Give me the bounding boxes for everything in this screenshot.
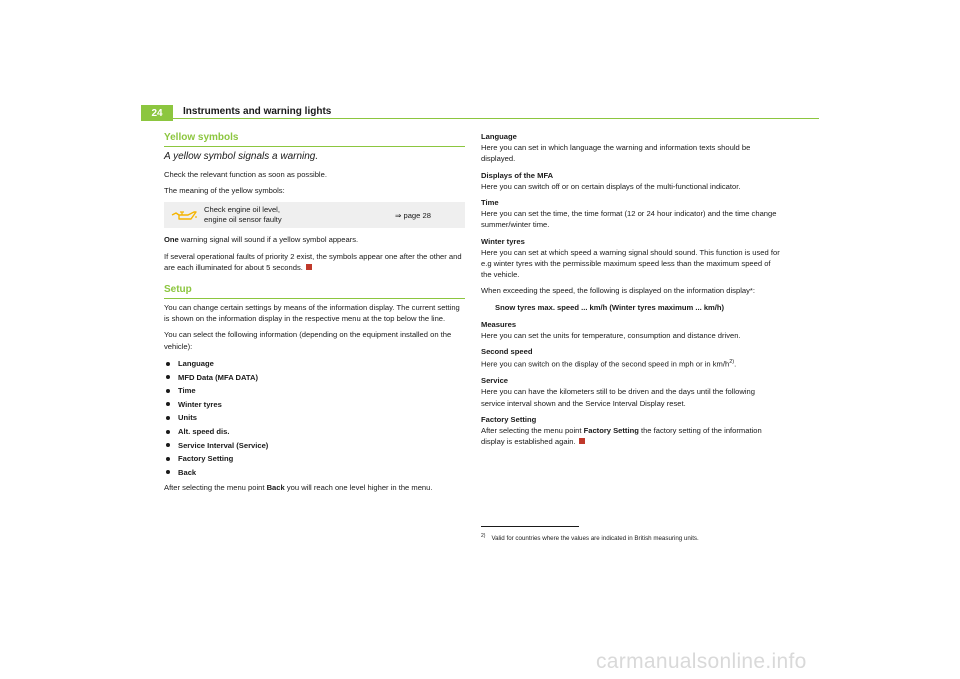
list-item (164, 425, 465, 439)
oil-can-icon (164, 209, 204, 221)
list-item-label: Winter tyres (178, 399, 222, 409)
section-end-mark (579, 438, 585, 444)
language-title: Language (481, 132, 517, 141)
setup-heading: Setup (164, 283, 465, 299)
second-speed-title: Second speed (481, 347, 533, 357)
factory-setting-title: Factory Setting (481, 414, 537, 424)
yellow-p3-rest: warning signal will sound if a yellow symbol appears. (178, 235, 359, 245)
list-item (164, 357, 465, 371)
measures-title: Measures (481, 319, 517, 329)
header-title: Instruments and warning lights (183, 106, 332, 117)
yellow-p3 (164, 234, 465, 245)
measures-text: Here you can set the units for temperature, consumption and distance driven. (481, 331, 741, 341)
service-title: Service (481, 376, 509, 386)
list-item-label: Units (178, 413, 197, 423)
second-speed-body: Here you can switch on the display of the second speed in mph or in km/h (481, 359, 730, 369)
time-title: Time (481, 198, 499, 208)
factory-post: the factory setting of the information display is established again. (481, 426, 762, 447)
list-item (164, 398, 465, 412)
yellow-symbols-subtitle: A yellow symbol signals a warning. (164, 151, 319, 162)
list-item (164, 438, 465, 452)
list-item-label: Factory Setting (178, 454, 234, 464)
bullet-icon (166, 416, 170, 420)
list-item (164, 452, 465, 466)
mfa-text: Here you can switch off or on certain displays of the multi-functional indicator. (481, 181, 741, 191)
yellow-p4 (164, 251, 465, 273)
footnote (481, 533, 699, 542)
header-rule (173, 118, 819, 119)
back-bold: Back (266, 483, 285, 493)
footnote-ref: 2) (729, 359, 735, 366)
list-item-label: Service Interval (Service) (178, 440, 269, 450)
oil-warning-text (204, 205, 395, 225)
yellow-symbols-heading: Yellow symbols (164, 131, 465, 147)
factory-pre: After selecting the menu point (481, 426, 584, 435)
service-text: Here you can have the kilometers still to be driven and the days until the following service interval shown and the Service Interval Display reset. (481, 387, 755, 408)
bullet-icon (166, 443, 170, 447)
bullet-icon (166, 430, 170, 434)
footnote-text: Valid for countries where the values are indicated in British measuring units. (491, 535, 699, 543)
left-column (164, 131, 465, 498)
bullet-icon (166, 389, 170, 393)
setup-p3-pre: After selecting the menu point (164, 483, 267, 493)
winter-tyres-text: Here you can set at which speed a warning signal should sound. This function is used for e.g winter tyres with the permissible maximum speed less than the maximum speed of the vehicle. (481, 247, 780, 280)
setup-p2: You can select the following information (depending on the equipment installed on the vehicle): (164, 330, 452, 351)
second-speed-text: Here you can switch on the display of the second speed in mph or in $km/h^{2)}$. (481, 359, 737, 369)
setup-p3 (164, 482, 465, 493)
bullet-icon (166, 470, 170, 474)
winter-tyres-text2: When exceeding the speed, the following is displayed on the information display*: (481, 286, 755, 296)
list-item-label: Time (178, 386, 196, 396)
right-column (481, 131, 781, 452)
language-text: Here you can set in which language the warning and information texts should be displayed. (481, 143, 751, 164)
list-item (164, 466, 465, 480)
setup-p3-post: you will reach one level higher in the menu. (284, 483, 433, 493)
section-end-mark (306, 264, 312, 270)
list-item-label: Back (178, 467, 197, 477)
list-item-label: Language (178, 359, 214, 369)
page-number: 24 (141, 105, 173, 121)
list-item (164, 411, 465, 425)
yellow-p4-text: If several operational faults of priority 2 exist, the symbols appear one after the other and are each illuminated for about 5 seconds. (164, 251, 462, 272)
oil-warning-box (164, 202, 465, 228)
setup-p1: You can change certain settings by means of the information display. The current setting is shown on the information display in the respective menu at the top below the line. (164, 303, 460, 324)
yellow-p2: The meaning of the yellow symbols: (164, 186, 285, 196)
factory-bold: Factory Setting (583, 426, 639, 435)
footnote-mark: 2) (481, 533, 486, 539)
one-bold: One (164, 235, 179, 245)
bullet-icon (166, 402, 170, 406)
mfa-title: Displays of the MFA (481, 170, 554, 180)
list-item (164, 370, 465, 384)
winter-tyres-title: Winter tyres (481, 236, 525, 246)
list-item-label: MFD Data (MFA DATA) (178, 372, 259, 382)
list-item (164, 384, 465, 398)
setup-menu-list (164, 357, 465, 479)
bullet-icon (166, 375, 170, 379)
yellow-p1: Check the relevant function as soon as possible. (164, 170, 327, 179)
list-item-label: Alt. speed dis. (178, 426, 230, 436)
watermark: carmanualsonline.info (596, 650, 807, 673)
time-text: Here you can set the time, the time format (12 or 24 hour indicator) and the time change summer/winter time. (481, 209, 777, 230)
footnote-rule (481, 526, 579, 527)
factory-setting-text (481, 425, 781, 447)
oil-warning-line2: engine oil sensor faulty (204, 215, 282, 225)
page-reference-link[interactable]: ⇒ page 28 (395, 210, 431, 220)
bullet-icon (166, 362, 170, 366)
bullet-icon (166, 457, 170, 461)
oil-warning-line1: Check engine oil level, (204, 205, 280, 215)
winter-tyres-display: Snow tyres max. speed ... km/h (Winter tyres maximum ... km/h) (495, 302, 725, 312)
